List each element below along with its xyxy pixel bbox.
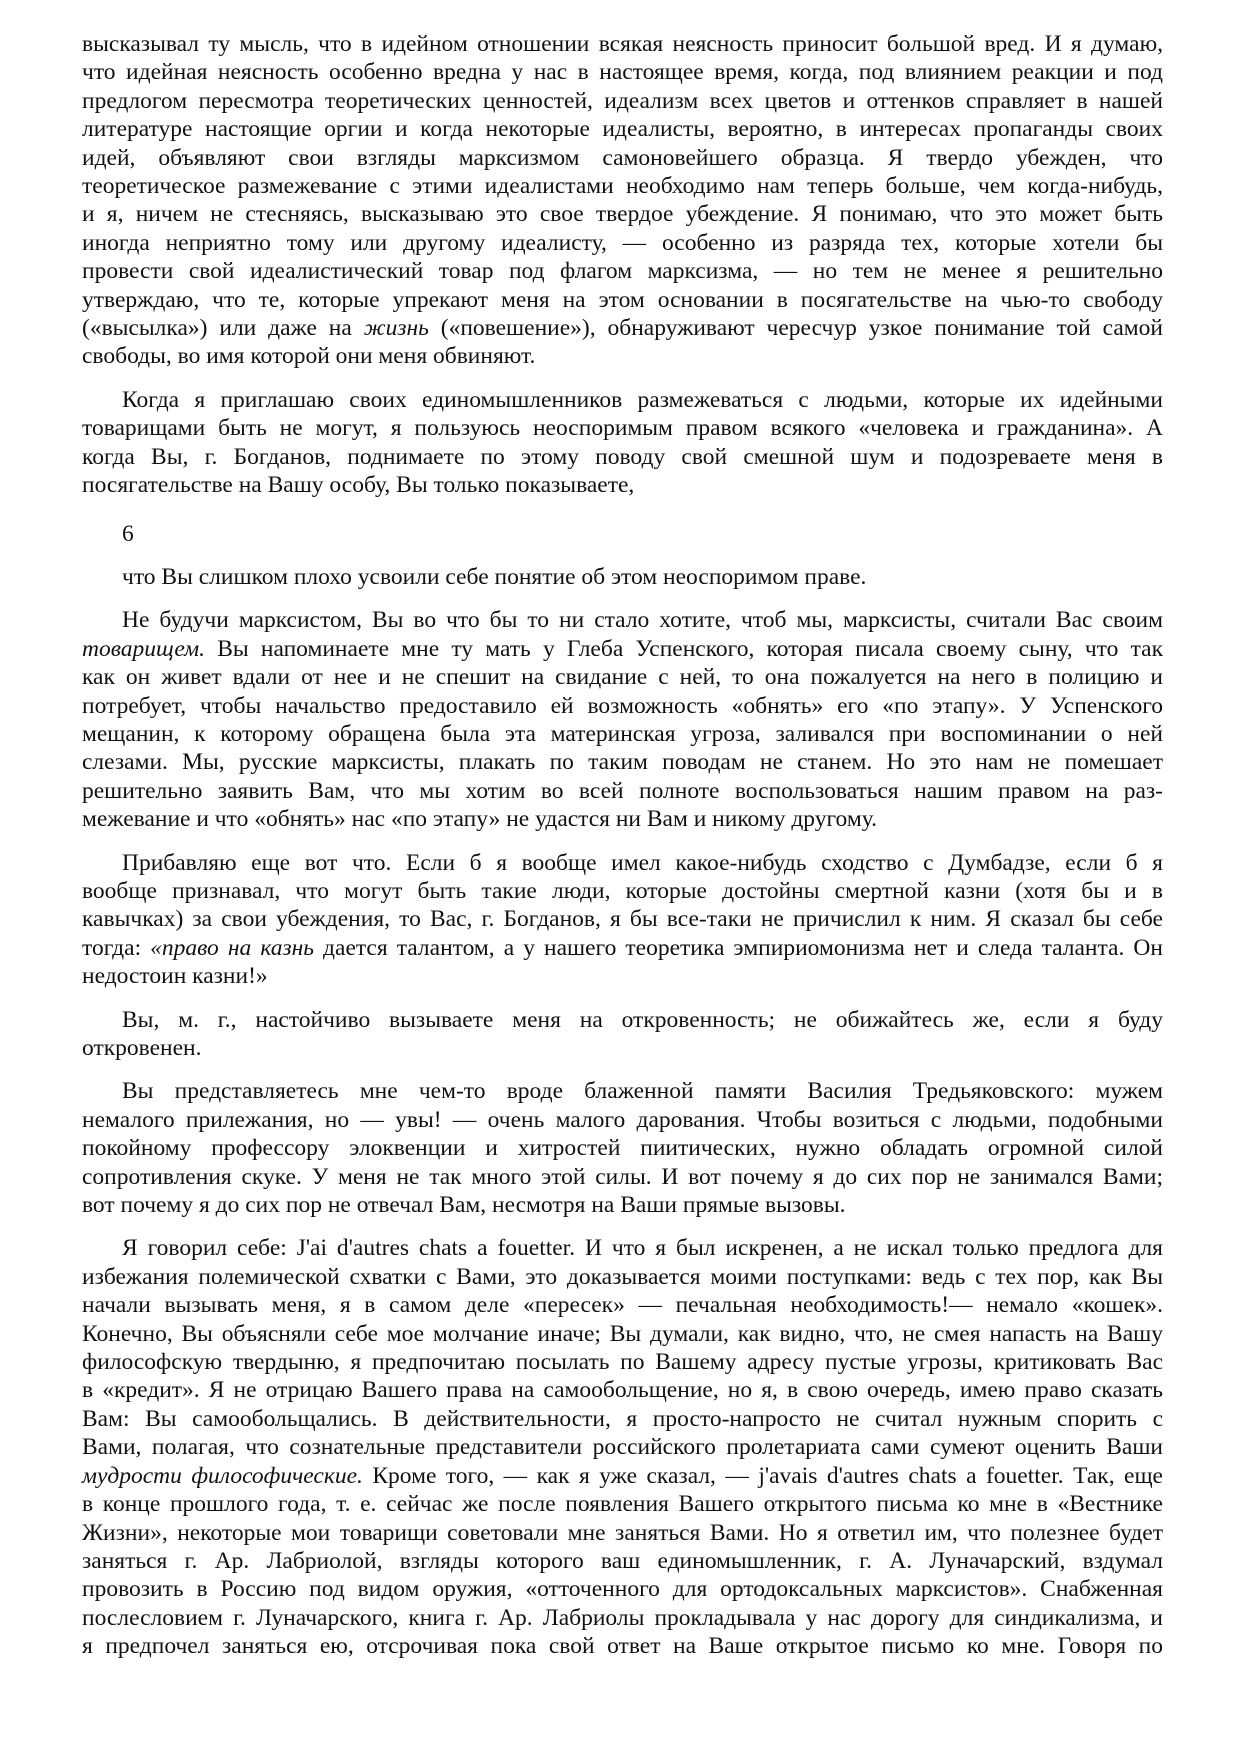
italic-text: «право на казнь: [150, 934, 314, 961]
text-segment: тогда:: [82, 934, 151, 961]
text-line: Когда я приглашаю своих единомышленников размежеваться с людьми, которые их идейными: [122, 386, 1163, 413]
text-line: Я говорил себе: J'ai d'autres chats a fouetter. И что я был искренен, а не искал только предлога для: [122, 1235, 1163, 1262]
text-line: теоретическое размежевание с этими идеалистами необходимо нам теперь больше, чем когда-нибудь,: [82, 173, 1163, 200]
text-segment: («повешение»), обнаруживают чересчур узкое понимание той самой: [428, 315, 1164, 342]
text-line: когда Вы, г. Богданов, поднимаете по этому поводу свой смешной шум и подозреваете меня в: [82, 443, 1163, 470]
paragraph: [82, 563, 1163, 591]
text-line: межевание и что «обнять» нас «по этапу» не удастся ни Вам и никому другому.: [82, 806, 877, 833]
text-line: [82, 934, 1163, 962]
text-line: высказывал ту мысль, что в идейном отношении всякая неясность приносит большой вред. И я думаю,: [82, 31, 1163, 57]
text-line: покойному профессору элоквенции и хитростей пиитических, нужно обладать огромной силой: [82, 1135, 1163, 1162]
text-line: Прибавляю еще вот что. Если б я вообще имел какое-нибудь сходство с Думбадзе, если б я: [122, 849, 1163, 876]
page-number: 6: [122, 520, 134, 547]
text-line: иногда неприятно тому или другому идеалисту, — особенно из разряда тех, которые хотели бы: [82, 229, 1163, 256]
text-line: заняться г. Ар. Лабриолой, взгляды которого ваш единомышленник, г. А. Луначарский, вздумал: [82, 1547, 1163, 1574]
text-line: свободы, во имя которой они меня обвиняют.: [82, 343, 536, 370]
paragraph: [82, 849, 1163, 991]
text-line: и я, ничем не стесняясь, высказываю это свое твердое убеждение. Я понимаю, что это может быть: [82, 201, 1163, 228]
text-line: послесловием г. Луначарского, книга г. Ар. Лабриолы прокладывала у нас дорогу для синдикализма, и: [82, 1604, 1163, 1631]
text-line: кавычках) за свои убеждения, то Вас, г. Богданов, я бы все-таки не причислил к ним. Я сказал бы себе: [82, 906, 1163, 933]
document-page: [82, 30, 1163, 1661]
text-line: откровенен.: [82, 1035, 202, 1061]
paragraph: [82, 1006, 1163, 1063]
text-line: Вам: Вы самообольщались. В действительности, я просто-напросто не считал нужным спорить с: [82, 1405, 1163, 1432]
text-line: идей, объявляют свои взгляды марксизмом самоновейшего образца. Я твердо убежден, что: [82, 144, 1163, 171]
paragraph: [82, 606, 1163, 833]
text-line: утверждаю, что те, которые упрекают меня на этом основании в посягательстве на чью-то свободу: [82, 286, 1163, 313]
text-segment: («высылка») или даже на: [82, 315, 364, 342]
text-line: [82, 1462, 1163, 1490]
paragraph: [82, 1234, 1163, 1660]
text-line: немалого прилежания, но — увы! — очень малого дарования. Чтобы возиться с людьми, подобными: [82, 1106, 1163, 1133]
text-line: слезами. Мы, русские марксисты, плакать по таким поводам не станем. Но это нам не помешает: [82, 749, 1163, 776]
text-line: недостоин казни!»: [82, 963, 268, 990]
text-line: Не будучи марксистом, Вы во что бы то ни стало хотите, чтоб мы, марксисты, считали Вас своим: [122, 607, 1163, 634]
text-line: Вы, м. г., настойчиво вызываете меня на откровенность; не обижайтесь же, если я буду: [122, 1006, 1163, 1033]
paragraph: [82, 1077, 1163, 1219]
text-line: провести свой идеалистический товар под флагом марксизма, — но тем не менее я решительно: [82, 258, 1163, 285]
text-line: товарищами быть не могут, я пользуюсь неоспоримым правом всякого «человека и гражданина». А: [82, 415, 1163, 442]
text-line: избежания полемической схватки с Вами, это доказывается моими поступками: ведь с тех пор, как Вы: [82, 1263, 1163, 1290]
text-line: Конечно, Вы объясняли себе мое молчание иначе; Вы думали, как видно, что, не смея напасть на Вашу: [82, 1320, 1163, 1347]
paragraph: [82, 30, 1163, 371]
text-segment: Вы напоминаете мне ту мать у Глеба Успенского, которая писала своему сыну, что так: [205, 635, 1163, 662]
text-line: провозить в Россию под видом оружия, «отточенного для ортодоксальных марксистов». Снабженная: [82, 1576, 1163, 1603]
text-line: Вы представляетесь мне чем-то вроде блаженной памяти Василия Тредьяковского: мужем: [122, 1078, 1163, 1105]
text-line: [82, 314, 1163, 342]
text-line: решительно заявить Вам, что мы хотим во всей полноте воспользоваться нашим правом на раз-: [82, 777, 1163, 804]
text-line: мещанин, к которому обращена была эта материнская угроза, заливался при воспоминании о ней: [82, 720, 1163, 747]
italic-text: мудрости философические.: [82, 1462, 363, 1489]
text-line: предлогом пересмотра теоретических ценностей, идеализм всех цветов и оттенков справляет в нашей: [82, 87, 1163, 114]
text-line: что Вы слишком плохо усвоили себе понятие об этом неоспоримом праве.: [122, 563, 867, 590]
text-line: в «кредит». Я не отрицаю Вашего права на самообольщение, но я, в свою очередь, имею право сказать: [82, 1377, 1163, 1404]
text-line: [82, 635, 1163, 663]
text-line: вот почему я до сих пор не отвечал Вам, несмотря на Ваши прямые вызовы.: [82, 1192, 846, 1219]
text-line: потребует, чтобы начальство предоставило ей возможность «обнять» его «по этапу». У Успенского: [82, 692, 1163, 719]
italic-text: товарищем.: [82, 635, 206, 662]
text-line: посягательстве на Вашу особу, Вы только показываете,: [82, 472, 635, 499]
text-line: литературе настоящие оргии и когда некоторые идеалисты, вероятно, в интересах пропаганды своих: [82, 116, 1163, 143]
text-line: сопротивления скуке. У меня не так много этой силы. И вот почему я до сих пор не занимался Вами;: [82, 1163, 1163, 1190]
text-line: я предпочел заняться ею, отсрочивая пока свой ответ на Ваше открытое письмо ко мне. Говоря по: [82, 1633, 1163, 1660]
text-segment: дается талантом, а у нашего теоретика эмпириомонизма нет и следа таланта. Он: [314, 934, 1163, 961]
text-line: вообще признавал, что могут быть такие люди, которые достойны смертной казни (хотя бы и в: [82, 877, 1163, 904]
text-line: Жизни», некоторые мои товарищи советовали мне заняться Вами. Но я ответил им, что полезнее будет: [82, 1519, 1163, 1546]
text-line: в конце прошлого года, т. е. сейчас же после появления Вашего открытого письма ко мне в «Вестнике: [82, 1491, 1163, 1518]
text-line: Вами, полагая, что сознательные представители российского пролетариата сами сумеют оценить Ваши: [82, 1434, 1163, 1461]
italic-text: жизнь: [363, 315, 429, 342]
text-line: начали вызывать меня, я в самом деле «пересек» — печальная необходимость!— немало «кошек».: [82, 1292, 1163, 1319]
text-line: что идейная неясность особенно вредна у нас в настоящее время, когда, под влиянием реакции и под: [82, 59, 1163, 86]
text-line: философскую твердыню, я предпочитаю посылать по Вашему адресу пустые угрозы, критиковать Вас: [82, 1349, 1163, 1376]
text-segment: Кроме того, — как я уже сказал, — j'avais d'autres chats a fouetter. Так, еще: [362, 1462, 1163, 1489]
text-line: как он живет вдали от нее и не спешит на свидание с ней, то она пожалуется на него в полицию и: [82, 664, 1163, 691]
paragraph: [82, 386, 1163, 500]
